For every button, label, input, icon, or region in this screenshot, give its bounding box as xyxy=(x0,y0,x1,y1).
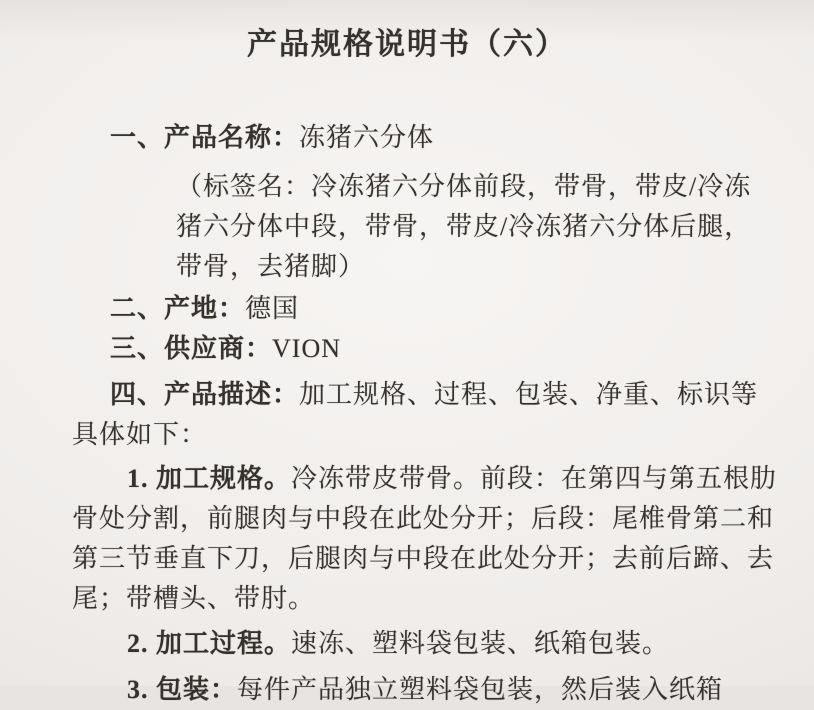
text-line-process xyxy=(72,624,744,664)
text-line-label-3 xyxy=(72,247,744,287)
line-text: 加工规格、过程、包装、净重、标识等 xyxy=(299,380,759,409)
text-line-supplier xyxy=(72,329,744,369)
text-line-spec-2 xyxy=(72,499,775,539)
item-label: 3. 包装： xyxy=(127,675,238,704)
text-line-origin xyxy=(72,289,744,329)
text-line-partial-clipped xyxy=(72,670,744,710)
text-line-label-1 xyxy=(72,167,752,207)
text-line-description-1 xyxy=(72,375,759,415)
item-label: 1. 加工规格。 xyxy=(127,464,292,493)
line-text: 每件产品独立塑料袋包装，然后装入纸箱 xyxy=(237,675,724,704)
document-body xyxy=(0,118,814,710)
line-text: 冷冻带皮带骨。前段：在第四与第五根肋 xyxy=(291,464,778,493)
item-label: 2. 加工过程。 xyxy=(127,629,292,658)
line-text: 德国 xyxy=(245,294,300,323)
line-text: 带骨，去猪脚） xyxy=(176,252,366,281)
section-label: 四、产品描述： xyxy=(110,380,300,409)
section-label: 二、产地： xyxy=(110,294,246,323)
text-line-product-name xyxy=(72,118,744,158)
text-line-spec-3 xyxy=(72,539,775,579)
line-text: VION xyxy=(272,334,342,363)
line-text: 第三节垂直下刀，后腿肉与中段在此处分开；去前后蹄、去 xyxy=(72,544,775,573)
line-text: 骨处分割，前腿肉与中段在此处分开；后段：尾椎骨第二和 xyxy=(72,504,775,533)
line-text: 具体如下： xyxy=(72,420,208,449)
line-text: 尾；带槽头、带肘。 xyxy=(72,584,316,613)
text-line-description-2 xyxy=(72,415,744,455)
line-text: 猪六分体中段，带骨，带皮/冷冻猪六分体后腿， xyxy=(176,212,752,241)
line-text: （标签名：冷冻猪六分体前段，带骨，带皮/冷冻 xyxy=(176,172,752,201)
text-line-spec-1 xyxy=(72,459,778,499)
text-line-label-2 xyxy=(72,207,752,247)
text-line-spec-4 xyxy=(72,579,744,619)
section-label: 三、供应商： xyxy=(110,334,273,363)
document-title: 产品规格说明书（六） xyxy=(247,28,567,61)
line-text: 速冻、塑料袋包装、纸箱包装。 xyxy=(291,629,670,658)
section-label: 一、产品名称： xyxy=(110,123,300,152)
line-text: 冻猪六分体 xyxy=(299,123,435,152)
